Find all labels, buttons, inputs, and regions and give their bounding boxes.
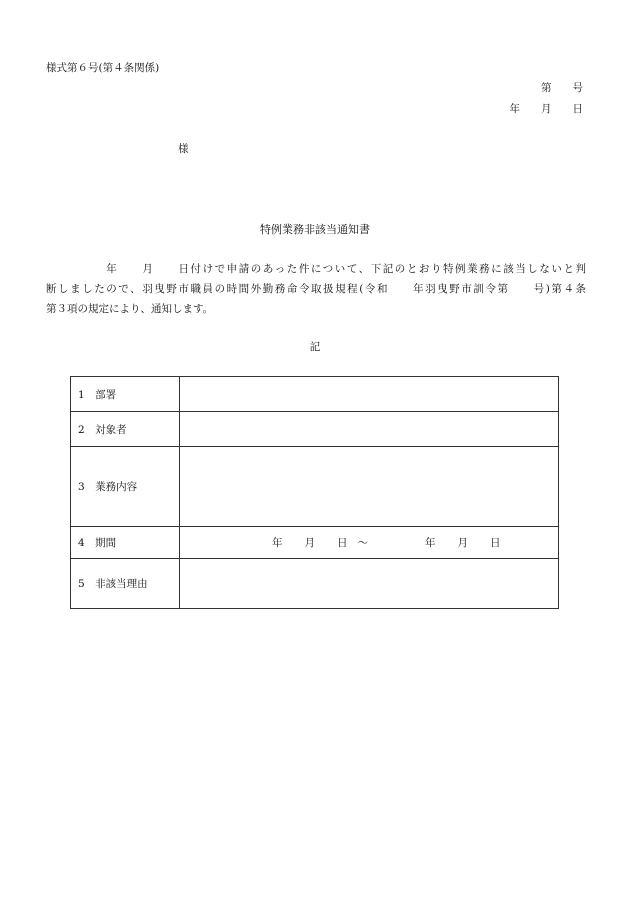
work-content-value [180,447,559,527]
department-value [180,377,559,412]
body-line-3: 第３項の規定により、通知します。 [46,303,214,315]
details-table [70,376,559,609]
body-line-2: 断しましたので、羽曳野市職員の時間外勤務命令取扱規程(令和 年羽曳野市訓令第 号)第４条 [46,283,586,295]
target-label: 2 対象者 [71,412,180,447]
period-start-year: 年 [272,537,283,549]
body-text [46,259,586,319]
table-row-period [71,527,559,559]
reason-label: 5 非該当理由 [71,559,180,609]
target-value [180,412,559,447]
period-label: 4 期間 [71,527,180,559]
form-number: 様式第６号(第４条関係) [46,62,160,74]
ki-heading: 記 [309,341,321,353]
document-number: 第 号 [541,82,583,94]
reason-value [180,559,559,609]
period-value [180,527,559,559]
work-content-label: 3 業務内容 [71,447,180,527]
document-title: 特例業務非該当通知書 [260,223,370,236]
table-row-target [71,412,559,447]
period-end-day: 日 [490,537,501,549]
period-end-year: 年 [425,537,436,549]
period-tilde: ～ [357,537,368,549]
department-label: 1 部署 [71,377,180,412]
body-line-1: 年 月 日付けで申請のあった件について、下記のとおり特例業務に該当しないと判 [46,263,586,275]
table-row-department [71,377,559,412]
period-end-month: 月 [457,537,468,549]
document-date: 年 月 日 [509,103,583,115]
addressee: 様 [178,143,189,155]
period-start-day: 日 [337,537,348,549]
table-row-reason [71,559,559,609]
table-row-work-content [71,447,559,527]
period-start-month: 月 [304,537,315,549]
